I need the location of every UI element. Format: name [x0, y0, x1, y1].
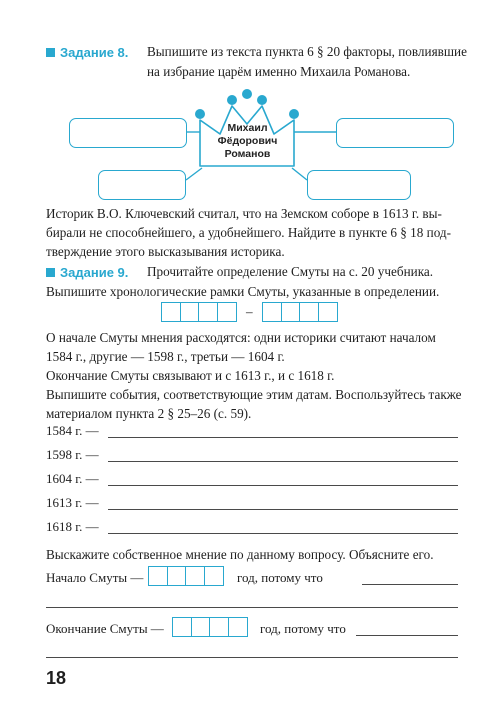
- para2-line2: 1584 г., другие — 1598 г., третьи — 1604 г.: [46, 349, 285, 364]
- crown-name-line3: Романов: [224, 148, 271, 160]
- digit-cell[interactable]: [318, 302, 338, 322]
- answer-box-bottom-right[interactable]: [307, 170, 411, 200]
- digit-cell[interactable]: [167, 566, 187, 586]
- task-8-label: Задание 8.: [46, 45, 128, 60]
- digit-cell[interactable]: [172, 617, 192, 637]
- digit-cell[interactable]: [281, 302, 301, 322]
- start-year-cells[interactable]: [161, 302, 237, 322]
- answer-line-1618[interactable]: [108, 533, 458, 534]
- digit-cell[interactable]: [180, 302, 200, 322]
- crown-name-line1: Михаил: [227, 122, 268, 134]
- year-label-1604: 1604 г. —: [46, 471, 99, 486]
- start-suffix: год, потому что: [237, 570, 323, 585]
- page-number: 18: [46, 668, 67, 688]
- end-label: Окончание Смуты —: [46, 621, 164, 636]
- para2-line3: Окончание Смуты связывают и с 1613 г., и с 1618 г.: [46, 368, 335, 383]
- digit-cell[interactable]: [217, 302, 237, 322]
- digit-cell[interactable]: [299, 302, 319, 322]
- para2-line4: Выпишите события, соответствующие этим датам. Воспользуйтесь также: [46, 387, 462, 402]
- end-year-cells[interactable]: [262, 302, 338, 322]
- digit-cell[interactable]: [209, 617, 229, 637]
- end-suffix: год, потому что: [260, 621, 346, 636]
- range-dash: –: [246, 304, 253, 319]
- para1-line2: бирали не способнейшего, а удобнейшего. Найдите в пункте 6 § 18 под-: [46, 225, 452, 240]
- answer-line-1598[interactable]: [108, 461, 458, 462]
- answer-line-start-reason[interactable]: [362, 584, 458, 585]
- digit-cell[interactable]: [191, 617, 211, 637]
- year-label-1613: 1613 г. —: [46, 495, 99, 510]
- answer-line-1613[interactable]: [108, 509, 458, 510]
- para1-line3: тверждение этого высказывания историка.: [46, 244, 285, 259]
- opinion-prompt: Выскажите собственное мнение по данному вопросу. Объясните его.: [46, 547, 434, 562]
- end-opinion-year-cells[interactable]: [172, 617, 248, 637]
- start-label: Начало Смуты —: [46, 570, 144, 585]
- para2-line5: материалом пункта 2 § 25–26 (с. 59).: [46, 406, 252, 421]
- crown-name-line2: Фёдорович: [217, 135, 278, 147]
- digit-cell[interactable]: [228, 617, 248, 637]
- year-label-1598: 1598 г. —: [46, 447, 99, 462]
- answer-box-top-right[interactable]: [336, 118, 454, 148]
- digit-cell[interactable]: [262, 302, 282, 322]
- answer-line-end-reason-2[interactable]: [46, 657, 458, 658]
- para2-line1: О начале Смуты мнения расходятся: одни историки считают началом: [46, 330, 436, 345]
- task-9-text-line1: Прочитайте определение Смуты на с. 20 учебника.: [147, 264, 434, 279]
- task-marker-icon: [46, 268, 55, 277]
- digit-cell[interactable]: [185, 566, 205, 586]
- answer-box-bottom-left[interactable]: [98, 170, 186, 200]
- year-label-1584: 1584 г. —: [46, 423, 99, 438]
- year-label-1618: 1618 г. —: [46, 519, 99, 534]
- answer-line-1604[interactable]: [108, 485, 458, 486]
- digit-cell[interactable]: [198, 302, 218, 322]
- task-8-text-line1: Выпишите из текста пункта 6 § 20 факторы, повлиявшие: [147, 44, 467, 59]
- start-opinion-year-cells[interactable]: [148, 566, 224, 586]
- task-8-text-line2: на избрание царём именно Михаила Романова.: [147, 64, 411, 79]
- digit-cell[interactable]: [161, 302, 181, 322]
- task-9-label: Задание 9.: [46, 265, 128, 280]
- answer-line-1584[interactable]: [108, 437, 458, 438]
- answer-line-start-reason-2[interactable]: [46, 607, 458, 608]
- digit-cell[interactable]: [204, 566, 224, 586]
- task-9-text-line2: Выпишите хронологические рамки Смуты, указанные в определении.: [46, 284, 440, 299]
- digit-cell[interactable]: [148, 566, 168, 586]
- para1-line1: Историк В.О. Ключевский считал, что на Земском соборе в 1613 г. вы-: [46, 206, 442, 221]
- answer-box-top-left[interactable]: [69, 118, 187, 148]
- answer-line-end-reason[interactable]: [356, 635, 458, 636]
